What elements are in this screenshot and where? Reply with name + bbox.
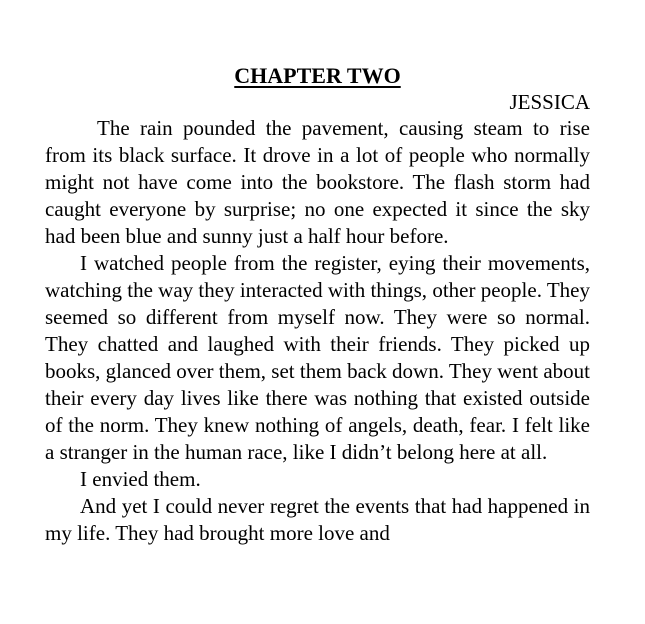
chapter-text-block <box>45 60 590 547</box>
paragraph-2: I watched people from the register, eying their movements, watching the way they interacted with things, other people. They seemed so different from myself now. They were so normal. They chatted and laughed with their friends. They picked up books, glanced over them, set them back down. They went about their every day lives like there was nothing that existed outside of the norm. They knew nothing of angels, death, fear. I felt like a stranger in the human race, like I didn’t belong here at all. <box>45 251 590 464</box>
paragraph-4: And yet I could never regret the events that had happened in my life. They had brought more love and <box>45 494 590 545</box>
chapter-title: CHAPTER TWO <box>234 63 401 88</box>
paragraph-1: The rain pounded the pavement, causing steam to rise from its black surface. It drove in a lot of people who normally might not have come into the bookstore. The flash storm had caught everyone by surprise; no one expected it since the sky had been blue and sunny just a half hour before. <box>45 116 590 248</box>
paragraph-3: I envied them. <box>80 467 201 491</box>
pov-character-name: JESSICA <box>509 90 590 114</box>
